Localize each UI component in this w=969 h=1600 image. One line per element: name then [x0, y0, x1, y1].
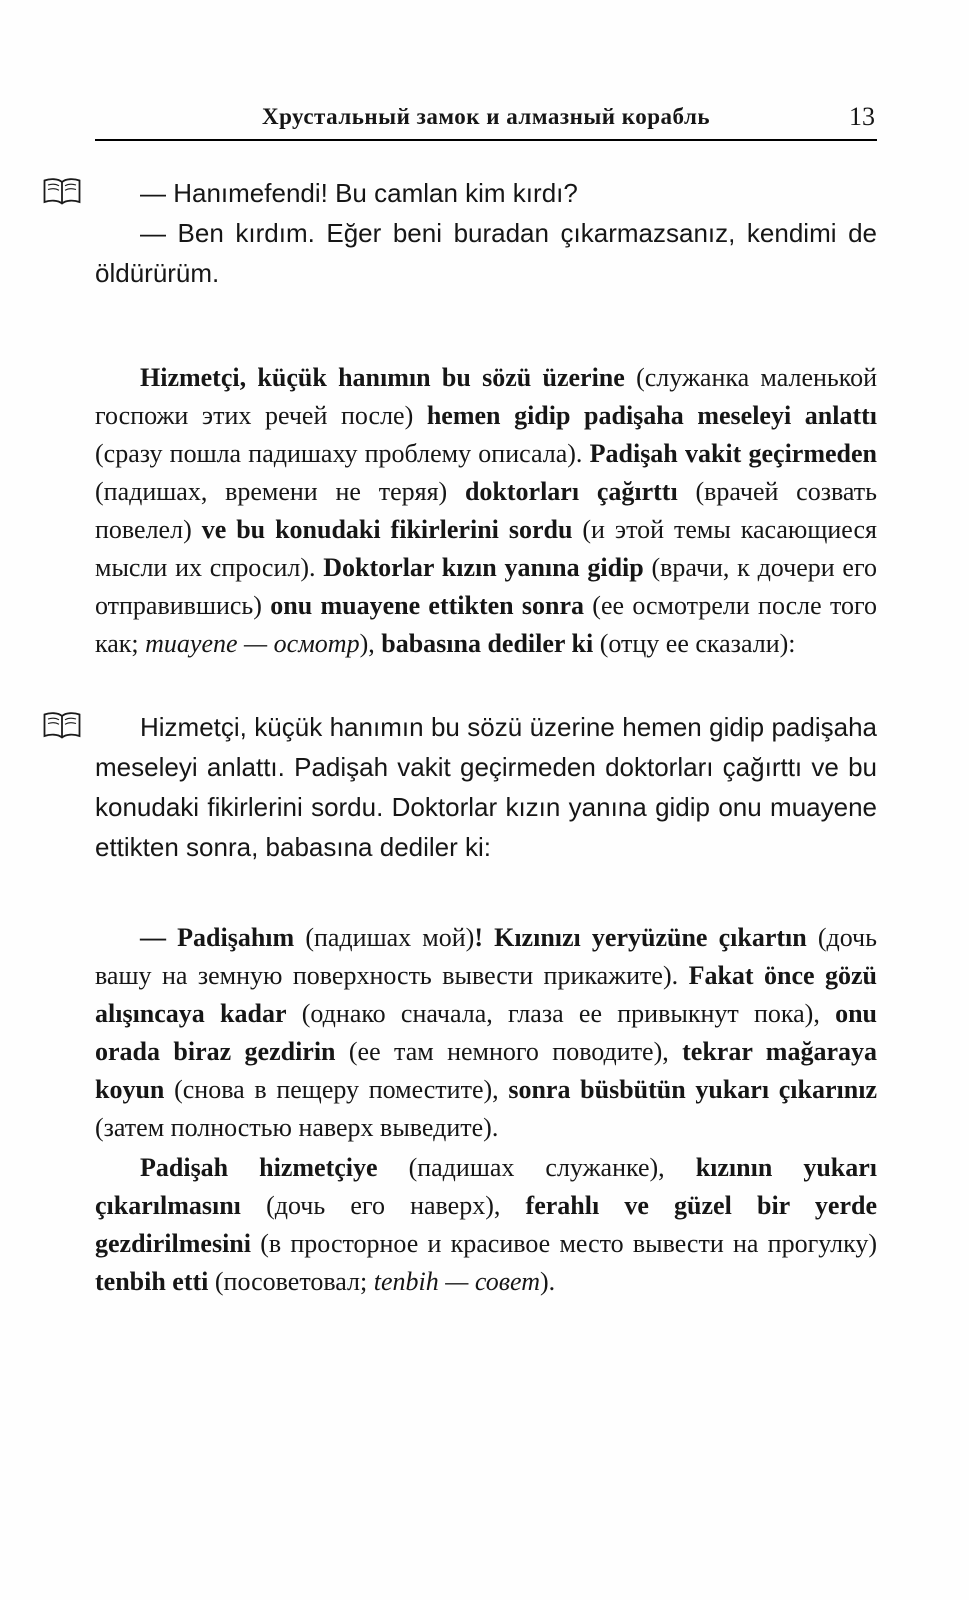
running-title: Хрустальный замок и алмазный корабль — [261, 104, 711, 129]
dialogue-line-original: — Ben kırdım. Eğer beni buradan çıkarmazsanız, kendimi de öldürürüm. — [95, 218, 877, 288]
open-book-icon — [41, 710, 83, 742]
interlinear-paragraph-1: Hizmetçi, küçük hanımın bu sözü üzerine (служанка маленькой госпожи этих речей после) hemen gidip padişaha meseleyi anlattı (сразу пошла падишаху проблему описала). Padişah vakit geçirmeden (падишах, времени не теряя) doktorları çağırttı (врачей созвать повелел) ve bu konudaki fikirlerini sordu (и этой темы касающиеся мысли их спросил). Doktorlar kızın yanına gidip (врачи, к дочери его отправившись) onu muayene ettikten sonra (ее осмотрели после того как; muayene — осмотр), babasına dediler ki (отцу ее сказали): — [95, 363, 877, 658]
page-header — [95, 104, 877, 141]
original-text-block-2 — [95, 707, 877, 867]
original-text-block-1 — [95, 173, 877, 293]
interlinear-paragraph-3: Padişah hizmetçiye (падишах служанке), kızının yukarı çıkarılmasını (дочь его наверх), ferahlı ve güzel bir yerde gezdirilmesini (в просторное и красивое место вывести на прогулку) tenbih etti (посоветовал; tenbih — совет). — [95, 1153, 877, 1296]
dialogue-line-original: — Hanımefendi! Bu camlan kim kırdı? — [140, 178, 578, 208]
open-book-icon — [41, 176, 83, 208]
text-column — [95, 0, 877, 1301]
original-paragraph: Hizmetçi, küçük hanımın bu sözü üzerine hemen gidip padişaha meseleyi anlattı. Padişah vakit geçirmeden doktorları çağırttı ve bu konudaki fikirlerini sordu. Doktorlar kızın yanına gidip onu muayene ettikten sonra, babasına dediler ki: — [95, 712, 877, 862]
page-number: 13 — [849, 102, 875, 131]
interlinear-paragraph-2: — Padişahım (падишах мой)! Kızınızı yeryüzüne çıkartın (дочь вашу на земную поверхность вывести прикажите). Fakat önce gözü alışıncaya kadar (однако сначала, глаза ее привыкнут пока), onu orada biraz gezdirin (ее там немного поводите), tekrar mağaraya koyun (снова в пещеру поместите), sonra büsbütün yukarı çıkarınız (затем полностью наверх выведите). — [95, 923, 878, 1142]
